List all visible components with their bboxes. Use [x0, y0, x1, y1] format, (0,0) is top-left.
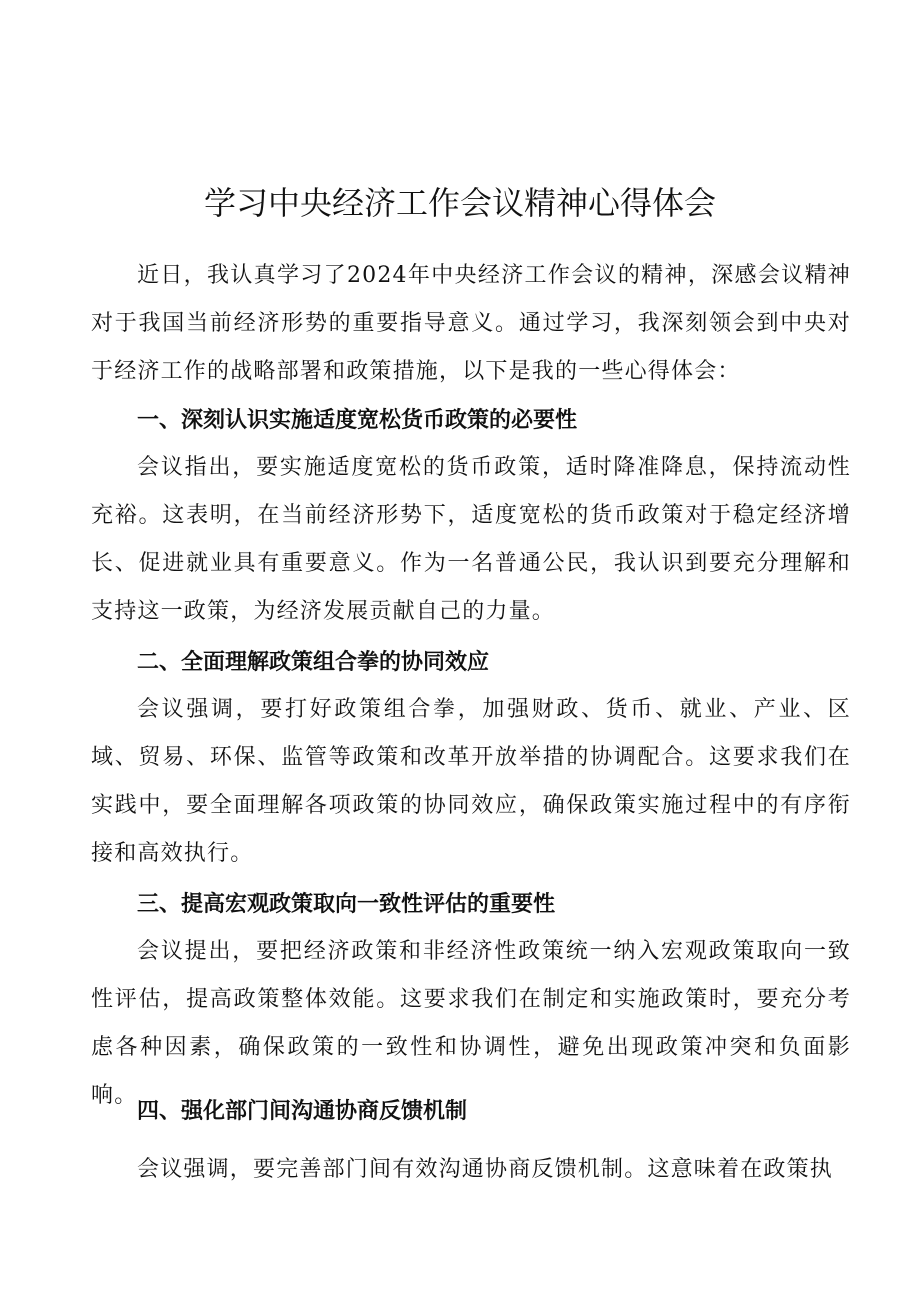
section-3-body: 会议提出，要把经济政策和非经济性政策统一纳入宏观政策取向一致性评估，提高政策整体效能。这要求我们在制定和实施政策时，要充分考虑各种因素，确保政策的一致性和协调性，避免出现政策冲突和负面影响。 — [91, 939, 851, 1108]
section-4-body: 会议强调，要完善部门间有效沟通协商反馈机制。这意味着在政策执 — [137, 1157, 834, 1182]
section-4-heading: 四、强化部门间沟通协商反馈机制 — [137, 1099, 468, 1124]
document-title: 学习中央经济工作会议精神心得体会 — [203, 184, 716, 223]
intro-paragraph: 近日，我认真学习了2024年中央经济工作会议的精神，深感会议精神对于我国当前经济形势的重要指导意义。通过学习，我深刻领会到中央对于经济工作的战略部署和政策措施，以下是我的一些心得体会： — [91, 263, 851, 384]
section-2-heading: 二、全面理解政策组合拳的协同效应 — [137, 650, 490, 675]
section-2-body: 会议强调，要打好政策组合拳，加强财政、货币、就业、产业、区域、贸易、环保、监管等政策和改革开放举措的协调配合。这要求我们在实践中，要全面理解各项政策的协同效应，确保政策实施过程中的有序衔接和高效执行。 — [91, 697, 851, 866]
section-1-body: 会议指出，要实施适度宽松的货币政策，适时降准降息，保持流动性充裕。这表明，在当前经济形势下，适度宽松的货币政策对于稳定经济增长、促进就业具有重要意义。作为一名普通公民，我认识到要充分理解和支持这一政策，为经济发展贡献自己的力量。 — [91, 455, 851, 624]
section-1-heading: 一、深刻认识实施适度宽松货币政策的必要性 — [137, 408, 578, 433]
section-3-heading: 三、提高宏观政策取向一致性评估的重要性 — [137, 892, 556, 917]
